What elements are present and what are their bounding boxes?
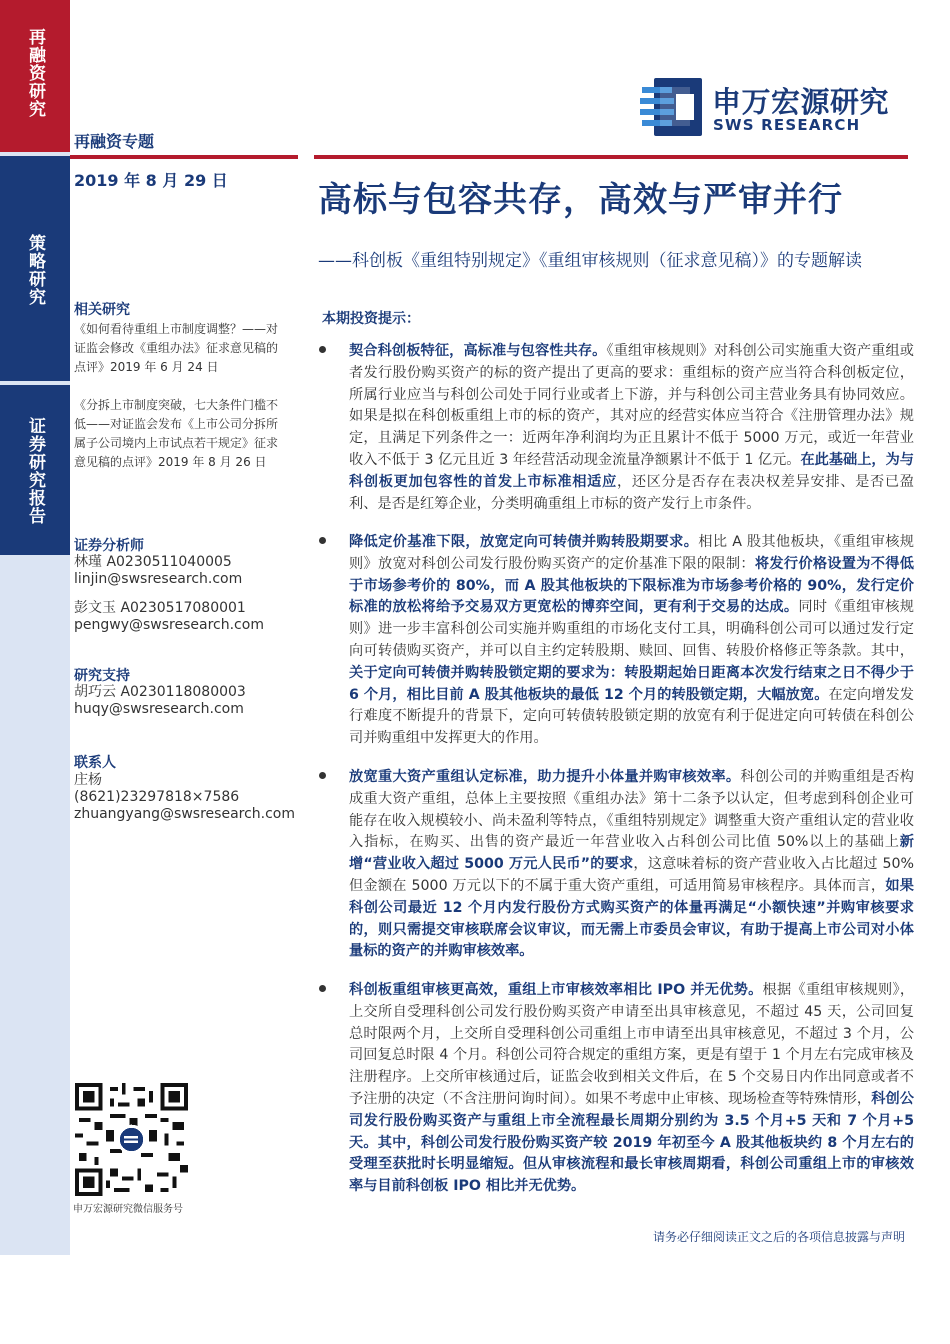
- sidebar-tag-report: 证券研究报告: [0, 385, 70, 555]
- invest-bullet: [314, 341, 914, 515]
- divider-left: [70, 155, 298, 159]
- sws-logo-icon: [640, 78, 702, 136]
- sidebar-tag-refinancing: 再融资研究: [0, 0, 70, 152]
- invest-bullet: [314, 532, 914, 750]
- analyst-block: [74, 554, 264, 634]
- analyst-heading: 证券分析师: [74, 538, 144, 554]
- invest-bullet: [314, 980, 914, 1198]
- brand-logo: [640, 78, 905, 136]
- bullet-text: [349, 532, 914, 750]
- bullet-dot: [319, 346, 326, 353]
- sidebar: [0, 0, 70, 1255]
- qr-caption: 申万宏源研究微信服务号: [73, 1204, 183, 1215]
- support-block: [74, 684, 246, 718]
- bullet-emphasis: 契合科创板特征，高标准与包容性共存。: [349, 343, 607, 359]
- bullet-text: [349, 980, 914, 1198]
- related-item[interactable]: 《分拆上市制度突破，七大条件门槛不 低——对证监会发布《上市公司分拆所 属子公司境内上市试点若干规定》征求 意见稿的点评》2019 年 8 月 26 日: [74, 398, 279, 469]
- contact-name: 庄杨: [74, 772, 102, 788]
- bullet-emphasis: 科创公司发行股份购买资产与重组上市全流程最长周期分别约为 3.5 个月+5 天和 7 个月+5 天。其中，科创公司发行股份购买资产较 2019 年初至今 A 股其他板块约 8 个月左右的受理至获批时长明显缩短。但从审核流程和最长审核周期看，科创公司重组上市的审核效率与目前科创板 IPO 相比并无优势。: [349, 1090, 914, 1195]
- contact-email[interactable]: zhuangyang@swsresearch.com: [74, 806, 296, 822]
- support-heading: 研究支持: [74, 668, 130, 684]
- divider-right: [314, 155, 908, 159]
- contact-phone: (8621)23297818×7586: [74, 789, 240, 805]
- page-title: 高标与包容共存，高效与严审并行: [318, 180, 843, 220]
- bullet-run: ，这意味着标的资产营业收入占比超过 50%但金额在 5000 万元以下的不属于重大资产重组，可适用简易审核程序。具体而言，: [349, 856, 914, 894]
- disclosure-note: 请务必仔细阅读正文之后的各项信息披露与声明: [653, 1230, 906, 1244]
- bullet-run: 科创公司的并购重组是否构成重大资产重组，总体上主要按照《重组办法》第十二条予以认定，但考虑到科创企业可能存在收入规模较小、尚未盈利等特点，《重组特别规定》调整重大资产重组认定的营业收入指标，在购买、出售的资产最近一年营业收入占科创公司比值 50%以上的基础上: [349, 769, 914, 851]
- contact-heading: 联系人: [74, 755, 116, 771]
- section-tag: 再融资专题: [74, 132, 155, 151]
- related-research-heading: 相关研究: [74, 302, 130, 318]
- bullet-run: ，还区分是否存在表决权差异安排、是否已盈利、是否是红筹企业，分类明确重组上市标的资产发行上市条件。: [349, 473, 914, 512]
- analyst-name: 林瑾 A0230511040005: [74, 554, 232, 570]
- bullet-text: [349, 341, 914, 515]
- analyst-email[interactable]: linjin@swsresearch.com: [74, 571, 243, 587]
- bullet-run: 同时《重组审核规则》进一步丰富科创公司实施并购重组的市场化支付工具，明确科创公司可以通过发行定向可转债购买资产，并可以自主约定转股期、赎回、回售、转股价格修正等条款。其中，: [349, 599, 914, 659]
- support-name: 胡巧云 A0230118080003: [74, 684, 246, 700]
- brand-name-en: SWS RESEARCH: [713, 116, 861, 134]
- bullet-dot: [319, 537, 326, 544]
- bullet-run: 相比 A 股其他板块，《重组审核规则》放宽对科创公司发行股份购买资产的定价基准下限的限制：: [349, 534, 914, 572]
- related-item[interactable]: 《如何看待重组上市制度调整？——对 证监会修改《重组办法》征求意见稿的 点评》2019 年 6 月 24 日: [74, 322, 279, 374]
- bullet-dot: [319, 772, 326, 779]
- bullet-run: 在定向增发发行难度不断提升的背景下，定向可转债转股锁定期的放宽有利于促进定向可转债在科创公司并购重组中发挥更大的作用。: [349, 686, 914, 747]
- bullet-dot: [319, 985, 326, 992]
- support-email[interactable]: huqy@swsresearch.com: [74, 701, 244, 717]
- bullet-emphasis: 如果科创公司最近 12 个月内发行股份方式购买资产的体量再满足“小额快速”并购审核要求的，则只需提交审核联席会议审议，而无需上市委员会审议，有助于提高上市公司对小体量标的资产的并购审核效率。: [349, 877, 914, 960]
- bullet-emphasis: 将发行价格设置为不得低于市场参考价的 80%，而 A 股其他板块的下限标准为市场参考价格的 90%，发行定价标准的放松将给予交易双方更宽松的博弈空间，更有利于交易的达成。: [349, 555, 914, 616]
- bullet-emphasis: 在此基础上，为与科创板更加包容性的首发上市标准相适应: [349, 451, 914, 490]
- bullet-run: 根据《重组审核规则》，上交所自受理科创公司发行股份购买资产申请至出具审核意见，不超过 45 天，公司回复总时限两个月，上交所自受理科创公司重组上市申请至出具审核意见，不超过 3 个月，公司回复总时限 4 个月。科创公司符合规定的重组方案，更是有望于 1 个月左右完成审核及注册程序。上交所审核通过后，证监会收到相关文件后，在 5 个交易日内作出同意或者不予注册的决定（不含注册问询时间）。如果不考虑中止审核、现场检查等特殊情形，: [349, 982, 915, 1107]
- bullet-emphasis: 关于定向可转债并购转股锁定期的要求为：转股期起始日距离本次发行结束之日不得少于 6 个月，相比目前 A 股其他板块的最低 12 个月的转股锁定期，大幅放宽。: [349, 664, 914, 703]
- sidebar-tag-strategy: 策略研究: [0, 156, 70, 381]
- brand-name-cn: 申万宏源研究: [712, 85, 890, 119]
- bullet-emphasis: 新增“营业收入超过 5000 万元人民币”的要求: [349, 834, 914, 873]
- report-date: 2019 年 8 月 29 日: [74, 171, 228, 190]
- bullet-emphasis: 科创板重组审核更高效，重组上市审核效率相比 IPO 并无优势。: [349, 982, 763, 998]
- bullet-emphasis: 降低定价基准下限，放宽定向可转债并购转股期要求。: [349, 534, 699, 550]
- analyst-name: 彭文玉 A0230517080001: [74, 600, 246, 616]
- page-subtitle: ——科创板《重组特别规定》《重组审核规则（征求意见稿）》的专题解读: [318, 251, 862, 271]
- qr-code[interactable]: [75, 1083, 188, 1196]
- bullet-run: 《重组审核规则》对科创公司实施重大资产重组或者发行股份购买资产的标的资产提出了更高的要求：重组标的资产应当符合科创板定位，所属行业应当与科创公司处于同行业或者上下游，并与科创公司主营业务具有协同效应。如果是拟在科创板重组上市的标的资产，其对应的经营实体应当符合《注册管理办法》规定，且满足下列条件之一：近两年净利润均为正且累计不低于 5000 万元，或近一年营业收入不低于 3 亿元且近 3 年经营活动现金流量净额累计不低于 1 亿元。: [349, 343, 914, 468]
- bullet-text: [349, 767, 914, 963]
- contact-block: [74, 772, 295, 823]
- bullet-emphasis: 放宽重大资产重组认定标准，助力提升小体量并购审核效率。: [349, 769, 741, 785]
- invest-bullet: [314, 767, 914, 963]
- invest-heading: 本期投资提示：: [322, 311, 420, 327]
- analyst-email[interactable]: pengwy@swsresearch.com: [74, 617, 264, 633]
